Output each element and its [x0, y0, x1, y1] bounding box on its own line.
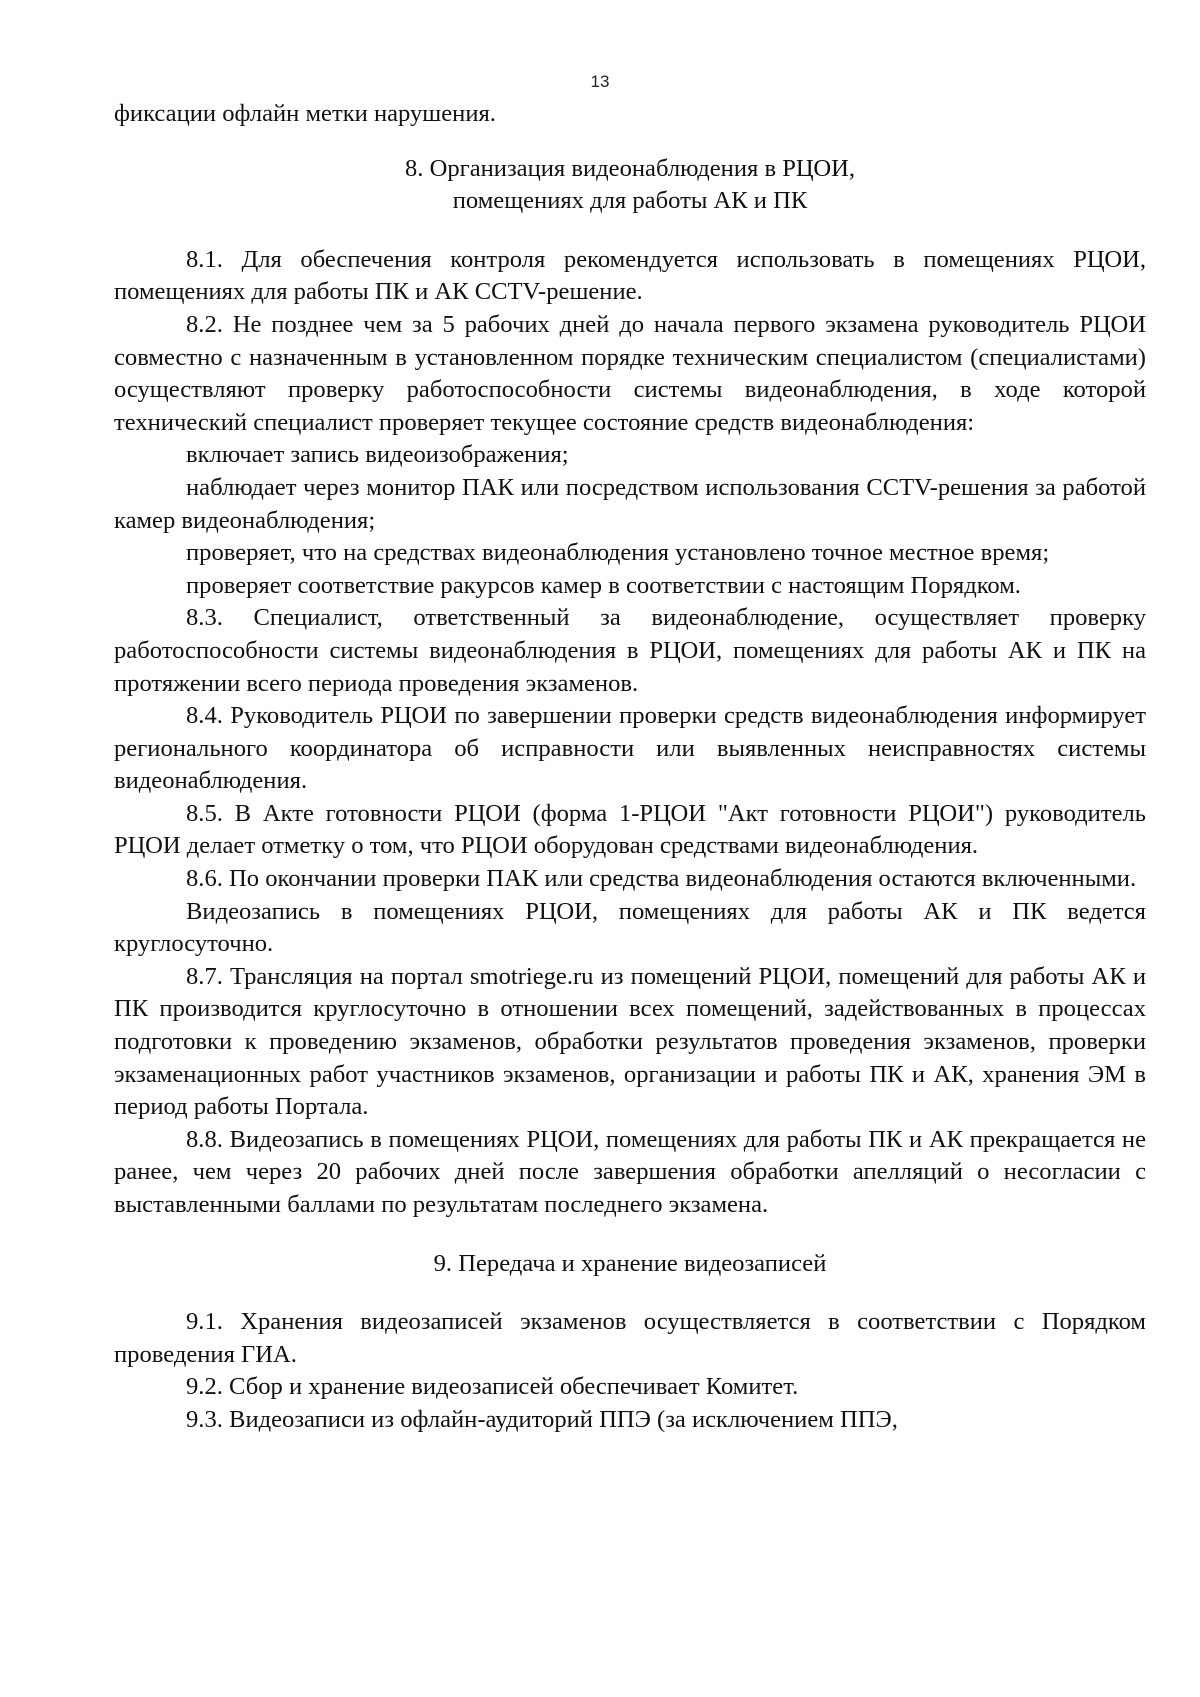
list-item-recording: включает запись видеоизображения; [186, 441, 569, 469]
page-number: 13 [590, 72, 610, 91]
paragraph-8-5: 8.5. В Акте готовности РЦОИ (форма 1-РЦОИ "Акт готовности РЦОИ") руководитель РЦОИ делает отметку о том, что РЦОИ оборудован средствами видеонаблюдения. [114, 799, 1146, 860]
paragraph-9-1: 9.1. Хранения видеозаписей экзаменов осуществляется в соответствии с Порядком проведения ГИА. [114, 1308, 1146, 1368]
paragraph-8-2: 8.2. Не позднее чем за 5 рабочих дней до начала первого экзамена руководитель РЦОИ совместно с назначенным в установленном порядке техническим специалистом (специалистами) осуществляют проверку работоспособности системы видеонаблюдения, в ходе которой технический специалист проверяет текущее состояние средств видеонаблюдения: [114, 310, 1146, 436]
document-body [114, 98, 1146, 1437]
paragraph-8-3: 8.3. Специалист, ответственный за видеонаблюдение, осуществляет проверку работоспособности системы видеонаблюдения в РЦОИ, помещениях для работы АК и ПК на протяжении всего периода проведения экзаменов. [114, 604, 1146, 697]
continuation-line: фиксации офлайн метки нарушения. [114, 100, 496, 127]
section-8-title-line-1: 8. Организация видеонаблюдения в РЦОИ, [404, 154, 856, 182]
paragraph-8-6: 8.6. По окончании проверки ПАК или средства видеонаблюдения остаются включенными. [186, 865, 1137, 893]
list-item-time-check: проверяет, что на средствах видеонаблюдения установлено точное местное время; [186, 539, 1050, 567]
paragraph-8-7: 8.7. Трансляция на портал smotriege.ru из помещений РЦОИ, помещений для работы АК и ПК производится круглосуточно в отношении всех помещений, задействованных в процессах подготовки к проведению экзаменов, обработки результатов проведения экзаменов, проверки экзаменационных работ участников экзаменов, организации и работы ПК и АК, хранения ЭМ в период работы Портала. [114, 962, 1146, 1121]
paragraph-8-8: 8.8. Видеозапись в помещениях РЦОИ, помещениях для работы ПК и АК прекращается не ранее, чем через 20 рабочих дней после завершения обработки апелляций о несогласии с выставленными баллами по результатам последнего экзамена. [114, 1125, 1146, 1218]
list-item-monitoring: наблюдает через монитор ПАК или посредством использования CCTV-решения за работой камер видеонаблюдения; [114, 473, 1146, 534]
section-8-title-line-2: помещениях для работы АК и ПК [452, 187, 808, 215]
paragraph-9-3: 9.3. Видеозаписи из офлайн-аудиторий ППЭ (за исключением ППЭ, [186, 1405, 898, 1433]
list-item-angles-check: проверяет соответствие ракурсов камер в соответствии с настоящим Порядком. [186, 571, 1021, 599]
paragraph-9-2: 9.2. Сбор и хранение видеозаписей обеспечивает Комитет. [186, 1373, 799, 1401]
section-9-title: 9. Передача и хранение видеозаписей [433, 1249, 827, 1277]
paragraph-8-1: 8.1. Для обеспечения контроля рекомендуется использовать в помещениях РЦОИ, помещениях для работы ПК и АК CCTV-решение. [114, 245, 1146, 306]
paragraph-8-4: 8.4. Руководитель РЦОИ по завершении проверки средств видеонаблюдения информирует регионального координатора об исправности или выявленных неисправностях системы видеонаблюдения. [114, 702, 1146, 795]
paragraph-video-recording: Видеозапись в помещениях РЦОИ, помещениях для работы АК и ПК ведется круглосуточно. [114, 897, 1146, 958]
